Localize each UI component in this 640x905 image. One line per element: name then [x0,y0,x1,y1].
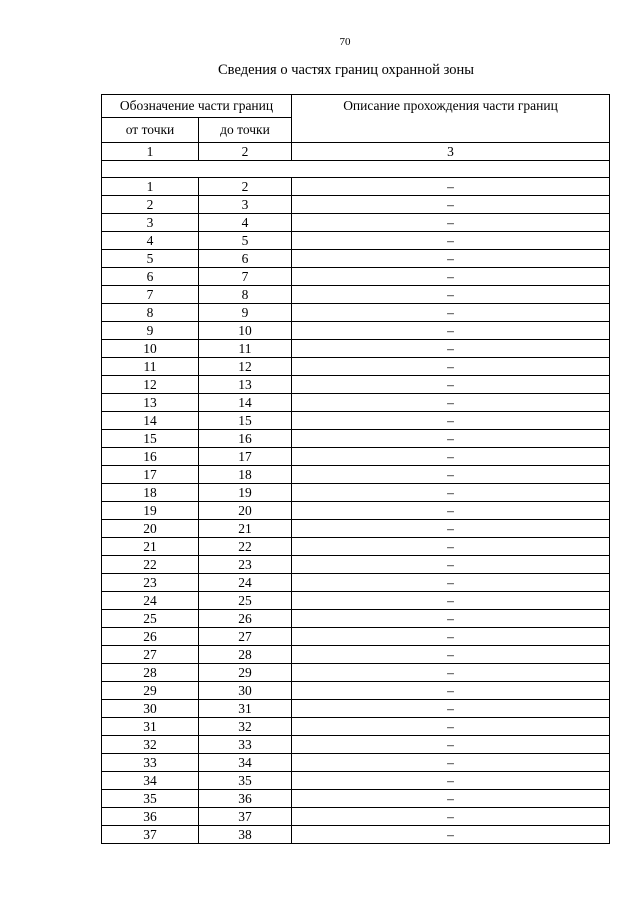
to-point-cell: 3 [199,196,292,214]
table-row [102,448,610,466]
from-point-cell: 28 [102,664,199,682]
to-point-cell: 16 [199,430,292,448]
table-row [102,358,610,376]
description-cell: – [292,286,610,304]
to-point-cell: 23 [199,556,292,574]
description-cell: – [292,826,610,844]
description-cell: – [292,700,610,718]
table-row [102,808,610,826]
table-row [102,376,610,394]
from-point-cell: 22 [102,556,199,574]
to-point-cell: 11 [199,340,292,358]
header-boundary-designation: Обозначение части границ [102,95,292,118]
to-point-cell: 20 [199,502,292,520]
to-point-cell: 29 [199,664,292,682]
table-row [102,232,610,250]
to-point-cell: 28 [199,646,292,664]
to-point-cell: 6 [199,250,292,268]
from-point-cell: 16 [102,448,199,466]
description-cell: – [292,592,610,610]
column-number-row [102,143,610,161]
to-point-cell: 13 [199,376,292,394]
to-point-cell: 32 [199,718,292,736]
from-point-cell: 9 [102,322,199,340]
from-point-cell: 26 [102,628,199,646]
description-cell: – [292,412,610,430]
description-cell: – [292,484,610,502]
to-point-cell: 18 [199,466,292,484]
to-point-cell: 9 [199,304,292,322]
from-point-cell: 5 [102,250,199,268]
to-point-cell: 34 [199,754,292,772]
from-point-cell: 13 [102,394,199,412]
description-cell: – [292,718,610,736]
description-cell: – [292,466,610,484]
table-row [102,502,610,520]
page-number: 70 [339,36,351,48]
table-row [102,520,610,538]
to-point-cell: 24 [199,574,292,592]
description-cell: – [292,178,610,196]
to-point-cell: 8 [199,286,292,304]
from-point-cell: 18 [102,484,199,502]
description-cell: – [292,268,610,286]
description-cell: – [292,322,610,340]
table-row [102,394,610,412]
description-cell: – [292,232,610,250]
from-point-cell: 33 [102,754,199,772]
from-point-cell: 37 [102,826,199,844]
table-row [102,664,610,682]
table-row [102,286,610,304]
table-row [102,412,610,430]
description-cell: – [292,574,610,592]
to-point-cell: 37 [199,808,292,826]
table-row [102,196,610,214]
description-cell: – [292,358,610,376]
description-cell: – [292,772,610,790]
to-point-cell: 19 [199,484,292,502]
table-row [102,592,610,610]
from-point-cell: 8 [102,304,199,322]
description-cell: – [292,610,610,628]
to-point-cell: 7 [199,268,292,286]
to-point-cell: 36 [199,790,292,808]
to-point-cell: 4 [199,214,292,232]
description-cell: – [292,520,610,538]
to-point-cell: 22 [199,538,292,556]
table-row [102,574,610,592]
from-point-cell: 17 [102,466,199,484]
from-point-cell: 15 [102,430,199,448]
description-cell: – [292,304,610,322]
table-row [102,214,610,232]
table-row [102,178,610,196]
from-point-cell: 3 [102,214,199,232]
header-to-point: до точки [199,118,292,143]
description-cell: – [292,538,610,556]
table-row [102,790,610,808]
blank-row [102,161,610,178]
table-row [102,628,610,646]
table-row [102,538,610,556]
header-from-point: от точки [102,118,199,143]
to-point-cell: 10 [199,322,292,340]
table-row [102,682,610,700]
to-point-cell: 17 [199,448,292,466]
from-point-cell: 6 [102,268,199,286]
column-number: 3 [292,143,610,161]
to-point-cell: 12 [199,358,292,376]
description-cell: – [292,340,610,358]
table-row [102,610,610,628]
from-point-cell: 27 [102,646,199,664]
table-row [102,430,610,448]
to-point-cell: 26 [199,610,292,628]
from-point-cell: 25 [102,610,199,628]
to-point-cell: 25 [199,592,292,610]
from-point-cell: 36 [102,808,199,826]
description-cell: – [292,628,610,646]
table-header-row [102,95,610,118]
description-cell: – [292,790,610,808]
to-point-cell: 5 [199,232,292,250]
from-point-cell: 29 [102,682,199,700]
from-point-cell: 21 [102,538,199,556]
from-point-cell: 14 [102,412,199,430]
description-cell: – [292,808,610,826]
from-point-cell: 23 [102,574,199,592]
description-cell: – [292,394,610,412]
to-point-cell: 27 [199,628,292,646]
table-row [102,304,610,322]
from-point-cell: 32 [102,736,199,754]
table-row [102,340,610,358]
to-point-cell: 21 [199,520,292,538]
description-cell: – [292,682,610,700]
table-row [102,466,610,484]
description-cell: – [292,502,610,520]
table-row [102,754,610,772]
description-cell: – [292,664,610,682]
table-row [102,718,610,736]
table-row [102,556,610,574]
description-cell: – [292,646,610,664]
to-point-cell: 2 [199,178,292,196]
description-cell: – [292,736,610,754]
description-cell: – [292,214,610,232]
table-row [102,646,610,664]
from-point-cell: 19 [102,502,199,520]
to-point-cell: 15 [199,412,292,430]
from-point-cell: 20 [102,520,199,538]
table-row [102,268,610,286]
from-point-cell: 1 [102,178,199,196]
to-point-cell: 31 [199,700,292,718]
to-point-cell: 30 [199,682,292,700]
description-cell: – [292,448,610,466]
page-title: Сведения о частях границ охранной зоны [218,62,474,78]
table-row [102,772,610,790]
description-cell: – [292,250,610,268]
table-row [102,736,610,754]
to-point-cell: 35 [199,772,292,790]
to-point-cell: 38 [199,826,292,844]
from-point-cell: 2 [102,196,199,214]
table-row [102,250,610,268]
from-point-cell: 7 [102,286,199,304]
from-point-cell: 35 [102,790,199,808]
table-row [102,700,610,718]
description-cell: – [292,556,610,574]
from-point-cell: 4 [102,232,199,250]
to-point-cell: 33 [199,736,292,754]
from-point-cell: 24 [102,592,199,610]
from-point-cell: 31 [102,718,199,736]
from-point-cell: 30 [102,700,199,718]
table-row [102,484,610,502]
from-point-cell: 34 [102,772,199,790]
description-cell: – [292,196,610,214]
from-point-cell: 12 [102,376,199,394]
description-cell: – [292,754,610,772]
table-row [102,826,610,844]
column-number: 1 [102,143,199,161]
from-point-cell: 10 [102,340,199,358]
to-point-cell: 14 [199,394,292,412]
table-row [102,322,610,340]
description-cell: – [292,430,610,448]
blank-cell [102,161,610,178]
from-point-cell: 11 [102,358,199,376]
column-number: 2 [199,143,292,161]
description-cell: – [292,376,610,394]
boundary-table [101,94,610,844]
header-description: Описание прохождения части границ [292,95,610,143]
